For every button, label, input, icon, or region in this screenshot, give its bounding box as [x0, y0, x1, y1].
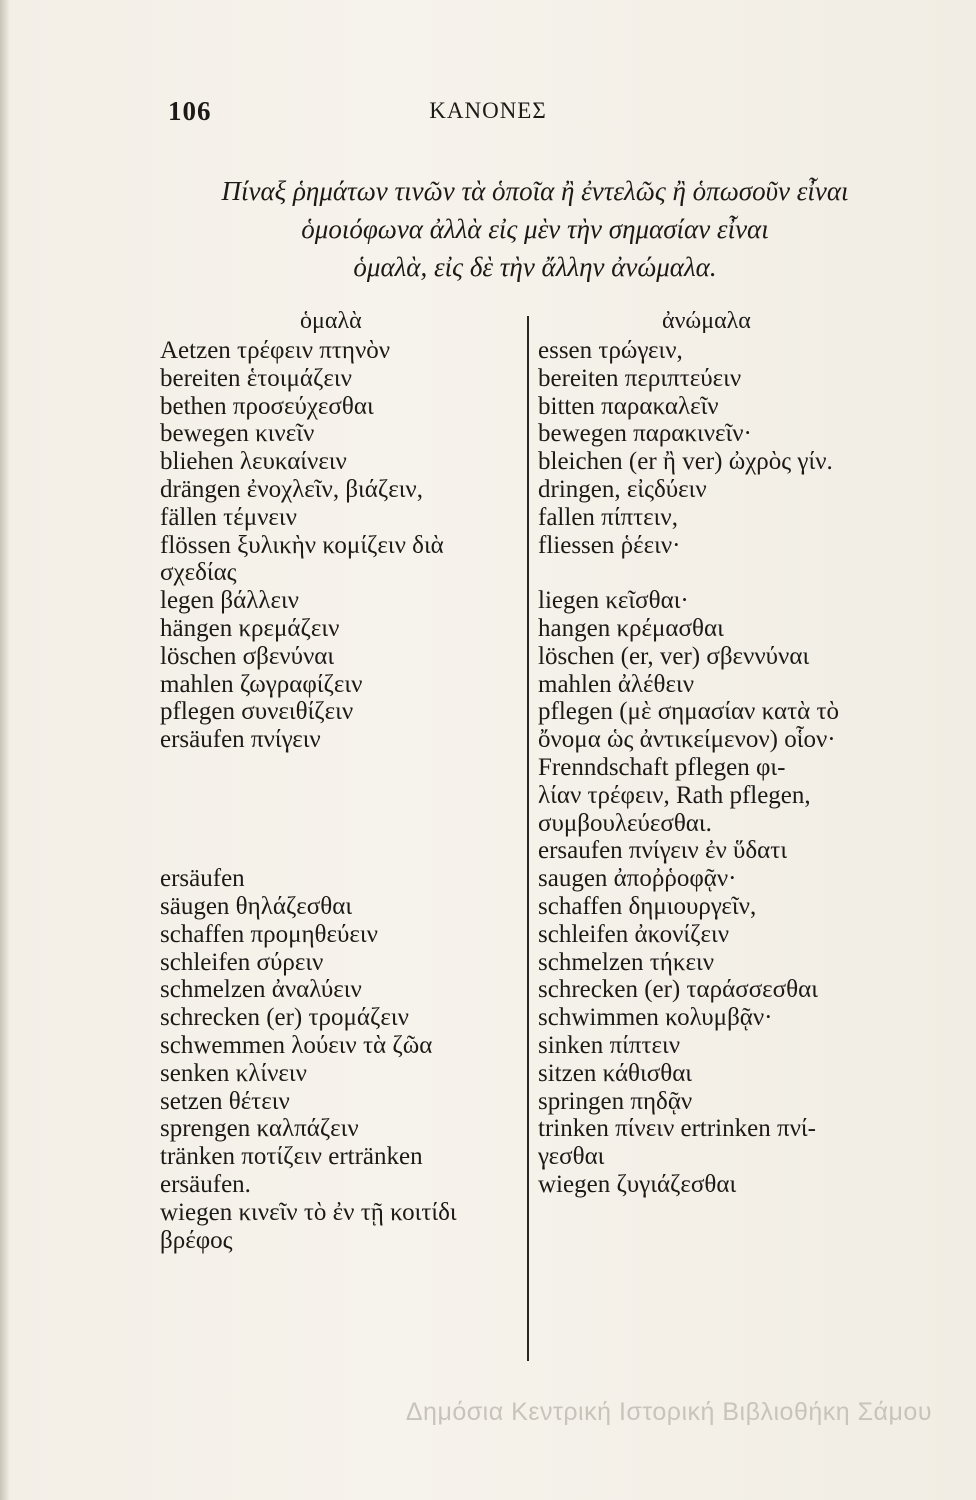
- irregular-verb-entry: saugen ἀποῤῥοφᾷν·: [538, 865, 737, 893]
- blank-line: [160, 782, 525, 810]
- irregular-verb-entry: schrecken (er) ταράσσεσθαι: [538, 976, 818, 1004]
- irregular-verb-entry: mahlen ἀλέθειν: [538, 670, 695, 698]
- regular-verb-entry: senken κλίνειν: [160, 1059, 307, 1087]
- right-column-irregular-verbs: [538, 337, 933, 1199]
- regular-verb-entry: löschen σβενύναι: [160, 642, 335, 670]
- irregular-verb-entry: löschen (er, ver) σβεννύναι: [538, 642, 810, 670]
- regular-verb-entry: schaffen προμηθεύειν: [160, 920, 378, 948]
- irregular-verb-entry: sinken πίπτειν: [538, 1031, 681, 1059]
- regular-verb-entry: schrecken (er) τρομάζειν: [160, 1004, 409, 1032]
- regular-verb-entry: fällen τέμνειν: [160, 503, 297, 531]
- regular-verb-entry: flössen ξυλικὴν κομίζειν διὰ: [160, 531, 444, 559]
- irregular-verb-entry: γεσθαι: [538, 1143, 605, 1171]
- blank-line: [160, 837, 525, 865]
- irregular-verb-entry: bleichen (er ἢ ver) ὠχρὸς γίν.: [538, 448, 833, 476]
- library-watermark: Δημόσια Κεντρική Ιστορική Βιβλιοθήκη Σάμου: [405, 1398, 932, 1426]
- irregular-verb-entry: συμβουλεύεσθαι.: [538, 809, 712, 837]
- regular-verb-entry: legen βάλλειν: [160, 587, 299, 615]
- page-header: [0, 96, 976, 136]
- irregular-verb-entry: fliessen ῥέειν·: [538, 531, 681, 559]
- regular-verb-entry: ersäufen: [160, 865, 245, 893]
- right-column-heading: ἀνώμαλα: [662, 308, 751, 334]
- irregular-verb-entry: λίαν τρέφειν, Rath pflegen,: [538, 781, 811, 809]
- intro-line: ὁμαλὰ, εἰς δὲ τὴν ἄλλην ἀνώμαλα.: [353, 252, 717, 282]
- regular-verb-entry: bethen προσεύχεσθαι: [160, 392, 374, 420]
- regular-verb-entry: σχεδίας: [160, 559, 237, 587]
- regular-verb-entry: ersäufen.: [160, 1170, 251, 1198]
- irregular-verb-entry: ὄνομα ὡς ἀντικείμενον) οἷον·: [538, 726, 836, 754]
- intro-line: ὁμοιόφωνα ἀλλὰ εἰς μὲν τὴν σημασίαν εἶναι: [301, 214, 769, 244]
- left-column-regular-verbs: [160, 337, 525, 1254]
- regular-verb-entry: tränken ποτίζειν ertränken: [160, 1143, 423, 1171]
- regular-verb-entry: wiegen κινεῖν τὸ ἐν τῇ κοιτίδι: [160, 1198, 457, 1226]
- irregular-verb-entry: wiegen ζυγιάζεσθαι: [538, 1170, 737, 1198]
- irregular-verb-entry: schmelzen τήκειν: [538, 948, 715, 976]
- irregular-verb-entry: pflegen (μὲ σημασίαν κατὰ τὸ: [538, 698, 840, 726]
- irregular-verb-entry: bewegen παρακινεῖν·: [538, 420, 752, 448]
- irregular-verb-entry: sitzen κάθισθαι: [538, 1059, 693, 1087]
- regular-verb-entry: drängen ἐνοχλεῖν, βιάζειν,: [160, 475, 423, 503]
- irregular-verb-entry: dringen, εἰςδύειν: [538, 475, 707, 503]
- irregular-verb-entry: schaffen δημιουργεῖν,: [538, 892, 757, 920]
- regular-verb-entry: setzen θέτειν: [160, 1087, 290, 1115]
- regular-verb-entry: schmelzen ἀναλύειν: [160, 976, 362, 1004]
- regular-verb-entry: Aetzen τρέφειν πτηνὸν: [160, 337, 391, 364]
- regular-verb-entry: mahlen ζωγραφίζειν: [160, 670, 363, 698]
- footer: [0, 1398, 976, 1427]
- regular-verb-entry: βρέφος: [160, 1226, 233, 1254]
- irregular-verb-entry: trinken πίνειν ertrinken πνί-: [538, 1115, 816, 1143]
- blank-line: [160, 754, 525, 782]
- regular-verb-entry: bliehen λευκαίνειν: [160, 448, 347, 476]
- irregular-verb-entry: liegen κεῖσθαι·: [538, 587, 689, 615]
- regular-verb-entry: bewegen κινεῖν: [160, 420, 315, 448]
- intro-line: Πίναξ ῥημάτων τινῶν τὰ ὁποῖα ἢ ἐντελῶς ἢ ὁπωσοῦν εἶναι: [221, 176, 849, 206]
- irregular-verb-entry: springen πηδᾷν: [538, 1087, 693, 1115]
- running-head: ΚΑΝΟΝΕΣ: [429, 98, 547, 123]
- left-column-heading: ὁμαλὰ: [300, 308, 362, 334]
- page-number: 106: [168, 96, 212, 126]
- regular-verb-entry: hängen κρεμάζειν: [160, 614, 340, 642]
- irregular-verb-entry: Frenndschaft pflegen φι-: [538, 753, 786, 781]
- regular-verb-entry: sprengen καλπάζειν: [160, 1115, 359, 1143]
- irregular-verb-entry: schwimmen κολυμβᾷν·: [538, 1004, 773, 1032]
- table-intro: [150, 172, 920, 286]
- regular-verb-entry: schleifen σύρειν: [160, 948, 324, 976]
- regular-verb-entry: bereiten ἑτοιμάζειν: [160, 364, 352, 392]
- irregular-verb-entry: schleifen ἀκονίζειν: [538, 920, 730, 948]
- regular-verb-entry: pflegen συνειθίζειν: [160, 698, 354, 726]
- irregular-verb-entry: bereiten περιπτεύειν: [538, 364, 742, 392]
- irregular-verb-entry: fallen πίπτειν,: [538, 503, 678, 531]
- irregular-verb-entry: hangen κρέμασθαι: [538, 614, 724, 642]
- blank-line: [160, 810, 525, 838]
- regular-verb-entry: säugen θηλάζεσθαι: [160, 892, 353, 920]
- page-edge-shadow: [0, 0, 10, 1500]
- irregular-verb-entry: bitten παρακαλεῖν: [538, 392, 719, 420]
- irregular-verb-entry: essen τρώγειν,: [538, 337, 683, 364]
- column-divider: [527, 316, 529, 1361]
- irregular-verb-entry: ersaufen πνίγειν ἐν ὕδατι: [538, 837, 788, 865]
- regular-verb-entry: schwemmen λούειν τὰ ζῶα: [160, 1031, 433, 1059]
- regular-verb-entry: ersäufen πνίγειν: [160, 726, 321, 754]
- blank-line: [538, 559, 933, 587]
